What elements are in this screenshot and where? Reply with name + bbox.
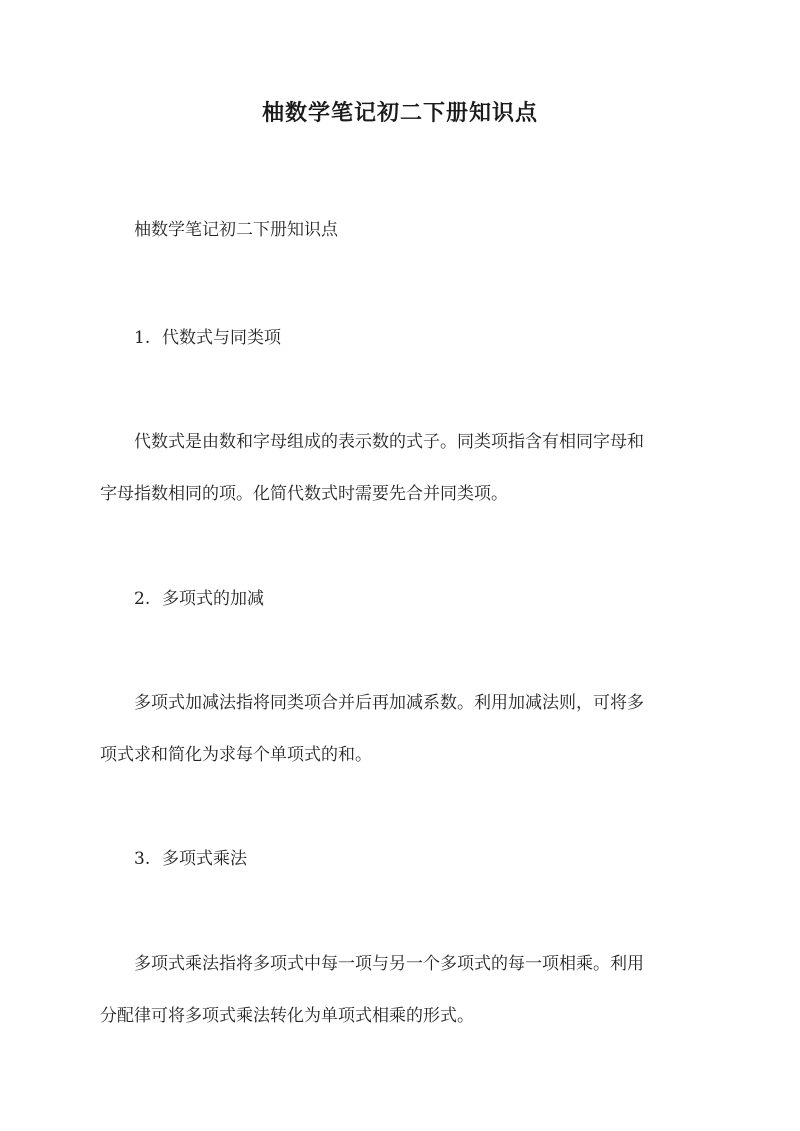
section-heading-3	[134, 849, 247, 869]
section-heading-text: 多项式乘法	[162, 849, 247, 869]
paragraph-line: 多项式加减法指将同类项合并后再加减系数。利用加减法则，可将多	[134, 693, 644, 713]
document-subtitle: 柚数学笔记初二下册知识点	[134, 220, 338, 240]
paragraph-line: 项式求和简化为求每个单项式的和。	[100, 745, 372, 765]
section-heading-2	[134, 589, 264, 609]
section-number: 3.	[134, 849, 151, 869]
section-heading-1	[134, 328, 281, 348]
document-title: 柚数学笔记初二下册知识点	[261, 100, 538, 126]
paragraph-line: 多项式乘法指将多项式中每一项与另一个多项式的每一项相乘。利用	[134, 954, 644, 974]
paragraph-line: 字母指数相同的项。化简代数式时需要先合并同类项。	[100, 484, 508, 504]
section-number: 1.	[134, 328, 151, 348]
section-number: 2.	[134, 589, 151, 609]
paragraph-line: 代数式是由数和字母组成的表示数的式子。同类项指含有相同字母和	[134, 432, 644, 452]
section-heading-text: 代数式与同类项	[162, 328, 281, 348]
section-heading-text: 多项式的加减	[162, 589, 264, 609]
paragraph-line: 分配律可将多项式乘法转化为单项式相乘的形式。	[100, 1006, 474, 1026]
